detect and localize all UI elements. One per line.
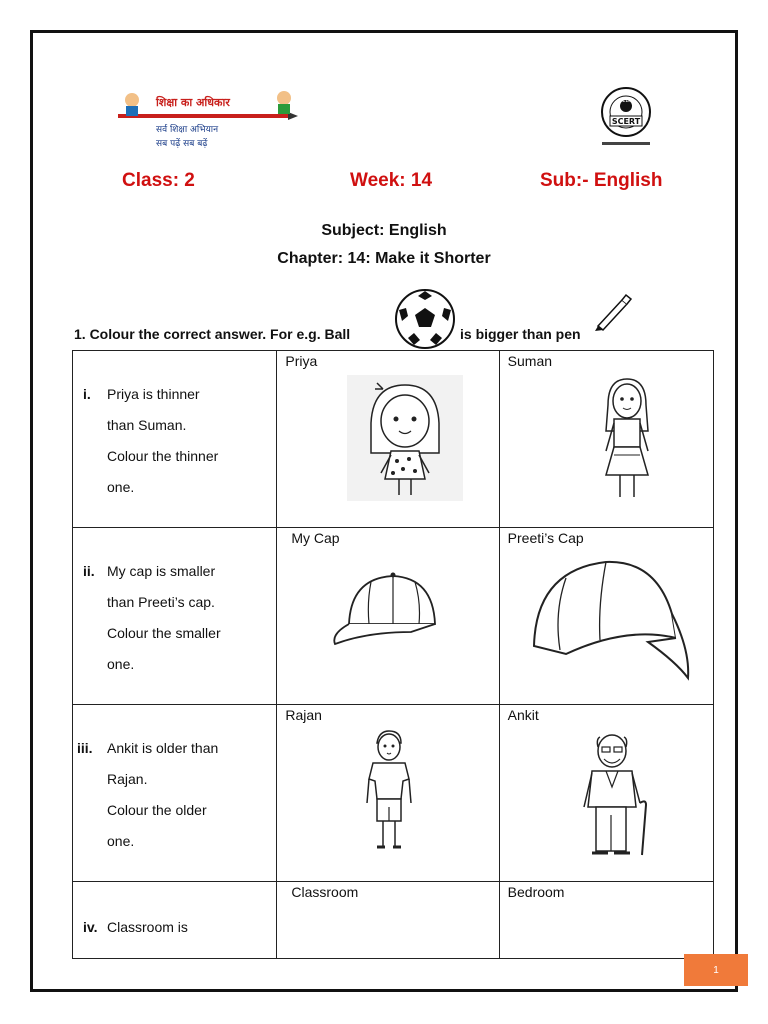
question-cell (73, 882, 277, 959)
question-line: than Preeti’s cap. (107, 594, 215, 610)
answer-cell-suman[interactable] (499, 351, 713, 528)
question-line: than Suman. (107, 417, 187, 433)
class-label: Class: 2 (122, 170, 195, 191)
question-number: iii. (77, 740, 93, 756)
label-suman: Suman (507, 353, 553, 369)
table-row (73, 705, 714, 882)
scert-logo (584, 86, 668, 152)
question-cell (73, 705, 277, 882)
label-classroom: Classroom (291, 884, 359, 900)
sub-label: Sub:- English (540, 170, 663, 191)
rajan-drawing[interactable] (357, 729, 421, 857)
table-row (73, 528, 714, 705)
label-preeti-cap: Preeti’s Cap (507, 530, 584, 546)
logo-scert: SCERT (611, 117, 641, 126)
question-line: one. (107, 833, 135, 849)
question-line: Ankit is older than (107, 740, 219, 756)
label-my-cap: My Cap (291, 530, 340, 546)
answer-cell-ankit[interactable] (499, 705, 713, 882)
question-cell (73, 528, 277, 705)
my-cap-drawing[interactable] (327, 568, 447, 658)
answer-cell-classroom[interactable] (277, 882, 499, 959)
question-line: My cap is smaller (107, 563, 216, 579)
label-priya: Priya (285, 353, 318, 369)
question-number: iv. (83, 919, 98, 935)
logo-line-3: सब पढ़ें सब बढ़ें (156, 139, 208, 149)
priya-drawing[interactable] (347, 375, 463, 501)
label-rajan: Rajan (285, 707, 322, 723)
question-line: Colour the smaller (107, 625, 221, 641)
logo-line-2: सर्व शिक्षा अभियान (156, 125, 219, 135)
question-line: Colour the thinner (107, 448, 219, 464)
answer-cell-preeti-cap[interactable] (499, 528, 713, 705)
logo-title: शिक्षा का अधिकार (156, 96, 230, 109)
preeti-cap-drawing[interactable] (526, 554, 696, 686)
question-line: one. (107, 479, 135, 495)
subject-title: Subject: English (321, 222, 447, 239)
page-number-badge: 1 (684, 954, 748, 986)
chapter-title: Chapter: 14: Make it Shorter (277, 250, 491, 267)
question-cell (73, 351, 277, 528)
instruction-text-end: is bigger than pen (460, 326, 581, 342)
label-ankit: Ankit (507, 707, 539, 723)
suman-drawing[interactable] (592, 375, 662, 505)
question-number: ii. (83, 563, 95, 579)
question-line: Rajan. (107, 771, 148, 787)
worksheet-table (72, 350, 714, 959)
answer-cell-my-cap[interactable] (277, 528, 499, 705)
answer-cell-rajan[interactable] (277, 705, 499, 882)
football-icon (394, 288, 456, 350)
question-line: one. (107, 656, 135, 672)
ankit-drawing[interactable] (572, 731, 662, 859)
shiksha-logo (112, 86, 300, 152)
instruction-text: 1. Colour the correct answer. For e.g. Ball (74, 326, 351, 342)
question-line: Priya is thinner (107, 386, 200, 402)
logo-delhi: DELHI (618, 98, 634, 104)
question-line: Classroom is (107, 919, 188, 935)
pen-icon (592, 292, 632, 332)
label-bedroom: Bedroom (507, 884, 565, 900)
question-number: i. (83, 386, 91, 402)
answer-cell-priya[interactable] (277, 351, 499, 528)
question-line: Colour the older (107, 802, 207, 818)
answer-cell-bedroom[interactable] (499, 882, 713, 959)
week-label: Week: 14 (350, 170, 433, 191)
table-row (73, 882, 714, 959)
table-row (73, 351, 714, 528)
